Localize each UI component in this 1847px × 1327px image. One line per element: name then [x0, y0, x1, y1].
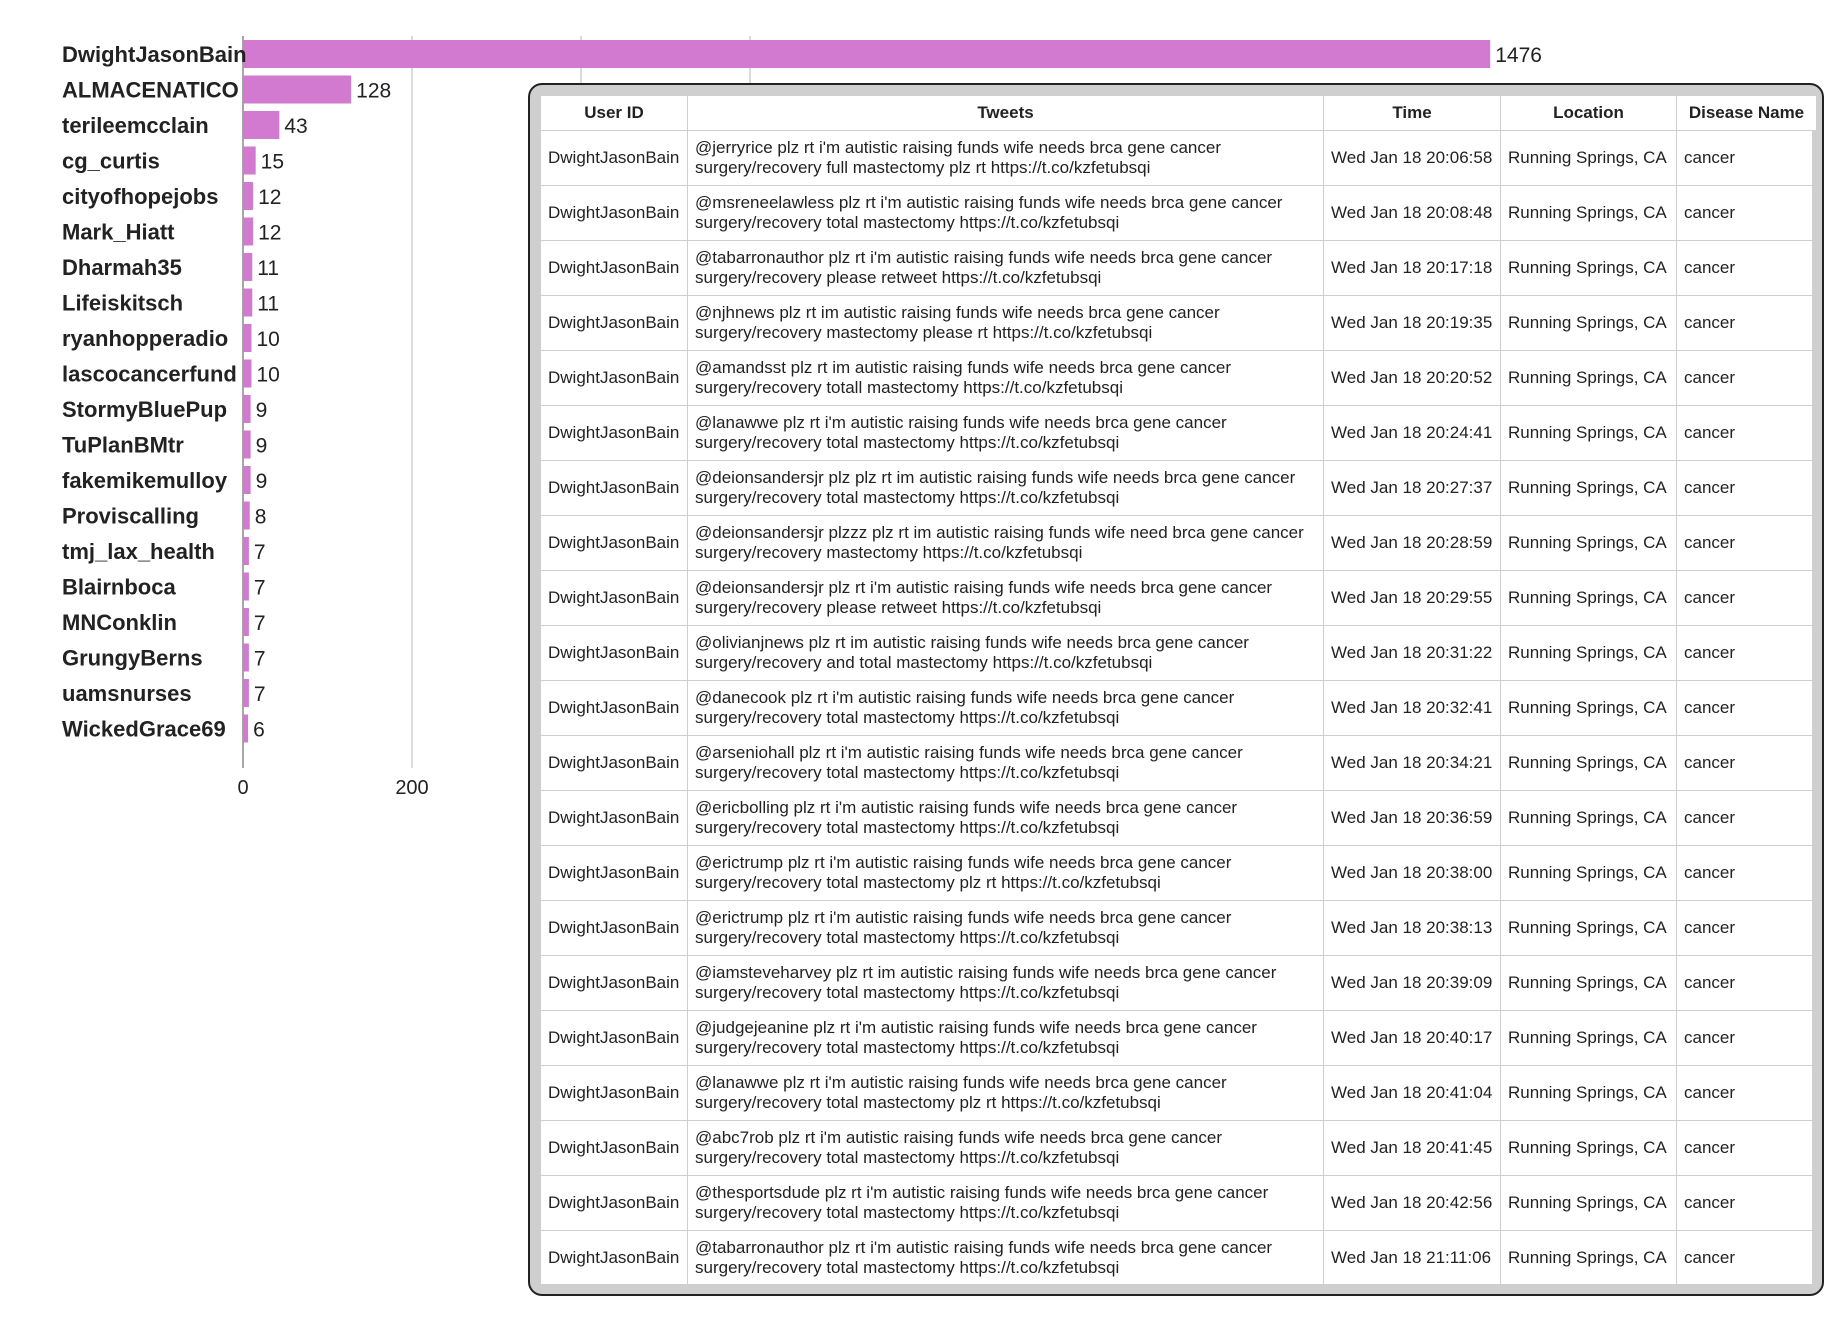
table-row[interactable]: [541, 1121, 1817, 1176]
category-label: WickedGrace69: [62, 716, 226, 742]
disease-name-cell: cancer: [1677, 846, 1817, 901]
location-cell: Running Springs, CA: [1501, 516, 1677, 571]
column-header-user-id[interactable]: User ID: [541, 96, 688, 131]
table-row[interactable]: [541, 186, 1817, 241]
disease-name-cell: cancer: [1677, 186, 1817, 241]
bar-value-label: 15: [260, 150, 285, 174]
category-label: ryanhopperadio: [62, 326, 229, 351]
bar-cityofhopejobs[interactable]: [243, 182, 253, 210]
location-cell: Running Springs, CA: [1501, 681, 1677, 736]
time-cell: Wed Jan 18 20:40:17: [1324, 1011, 1501, 1066]
tweet-text-cell: @tabarronauthor plz rt i'm autistic raising funds wife needs brca gene cancer surgery/recovery total mastectomy https://t.co/kzfetubsqi: [688, 1231, 1324, 1286]
bar-lascocancerfund[interactable]: [243, 360, 251, 388]
time-cell: Wed Jan 18 20:41:45: [1324, 1121, 1501, 1176]
category-label: tmj_lax_health: [62, 539, 215, 564]
time-cell: Wed Jan 18 20:24:41: [1324, 406, 1501, 461]
user-id-cell: DwightJasonBain: [541, 1231, 688, 1286]
user-id-cell: DwightJasonBain: [541, 186, 688, 241]
user-id-cell: DwightJasonBain: [541, 791, 688, 846]
user-id-cell: DwightJasonBain: [541, 516, 688, 571]
category-label: TuPlanBMtr: [62, 432, 184, 458]
category-label: Proviscalling: [62, 503, 199, 529]
category-label: Mark_Hiatt: [62, 219, 175, 245]
disease-name-cell: cancer: [1677, 241, 1817, 296]
column-header-location[interactable]: Location: [1501, 96, 1677, 131]
bar-value-label: 7: [253, 612, 266, 635]
bar-Lifeiskitsch[interactable]: [243, 289, 252, 317]
user-id-cell: DwightJasonBain: [541, 461, 688, 516]
bar-ALMACENATICO[interactable]: [243, 76, 351, 104]
bar-value-label: 9: [255, 470, 268, 493]
bar-fakemikemulloy[interactable]: [243, 466, 251, 494]
table-row[interactable]: [541, 241, 1817, 296]
location-cell: Running Springs, CA: [1501, 956, 1677, 1011]
bar-Mark_Hiatt[interactable]: [243, 218, 253, 246]
bar-value-label: 7: [253, 683, 266, 706]
table-row[interactable]: [541, 1176, 1817, 1231]
location-cell: Running Springs, CA: [1501, 241, 1677, 296]
column-header-disease-name[interactable]: Disease Name: [1677, 96, 1817, 131]
location-cell: Running Springs, CA: [1501, 901, 1677, 956]
time-cell: Wed Jan 18 20:38:13: [1324, 901, 1501, 956]
tweet-text-cell: @ericbolling plz rt i'm autistic raising funds wife needs brca gene cancer surgery/recovery total mastectomy https://t.co/kzfetubsqi: [688, 791, 1324, 846]
table-row[interactable]: [541, 736, 1817, 791]
disease-name-cell: cancer: [1677, 626, 1817, 681]
table-row[interactable]: [541, 901, 1817, 956]
bar-terileemcclain[interactable]: [243, 111, 279, 139]
user-id-cell: DwightJasonBain: [541, 1011, 688, 1066]
category-label: ALMACENATICO: [62, 77, 239, 103]
tweet-text-cell: @msreneelawless plz rt i'm autistic raising funds wife needs brca gene cancer surgery/recovery total mastectomy https://t.co/kzfetubsqi: [688, 186, 1324, 241]
bar-cg_curtis[interactable]: [243, 147, 256, 175]
location-cell: Running Springs, CA: [1501, 186, 1677, 241]
location-cell: Running Springs, CA: [1501, 571, 1677, 626]
time-cell: Wed Jan 18 20:38:00: [1324, 846, 1501, 901]
user-id-cell: DwightJasonBain: [541, 846, 688, 901]
disease-name-cell: cancer: [1677, 1011, 1817, 1066]
tweet-text-cell: @deionsandersjr plz plz rt im autistic raising funds wife needs brca gene cancer surgery/recovery total mastectomy https://t.co/kzfetubsqi: [688, 461, 1324, 516]
time-cell: Wed Jan 18 20:31:22: [1324, 626, 1501, 681]
tweet-text-cell: @tabarronauthor plz rt i'm autistic raising funds wife needs brca gene cancer surgery/recovery please retweet https://t.co/kzfetubsqi: [688, 241, 1324, 296]
table-row[interactable]: [541, 791, 1817, 846]
location-cell: Running Springs, CA: [1501, 351, 1677, 406]
tweet-text-cell: @judgejeanine plz rt i'm autistic raising funds wife needs brca gene cancer surgery/recovery total mastectomy https://t.co/kzfetubsqi: [688, 1011, 1324, 1066]
bar-DwightJasonBain[interactable]: [243, 40, 1490, 68]
location-cell: Running Springs, CA: [1501, 1121, 1677, 1176]
bar-value-label: 12: [258, 221, 282, 245]
disease-name-cell: cancer: [1677, 351, 1817, 406]
time-cell: Wed Jan 18 20:39:09: [1324, 956, 1501, 1011]
tweet-text-cell: @iamsteveharvey plz rt im autistic raising funds wife needs brca gene cancer surgery/recovery total mastectomy https://t.co/kzfetubsqi: [688, 956, 1324, 1011]
disease-name-cell: cancer: [1677, 1066, 1817, 1121]
bar-uamsnurses[interactable]: [243, 679, 249, 707]
user-id-cell: DwightJasonBain: [541, 1066, 688, 1121]
bar-Blairnboca[interactable]: [243, 573, 249, 601]
time-cell: Wed Jan 18 20:06:58: [1324, 131, 1501, 186]
tweet-text-cell: @thesportsdude plz rt i'm autistic raising funds wife needs brca gene cancer surgery/recovery total mastectomy https://t.co/kzfetubsqi: [688, 1176, 1324, 1231]
table-row[interactable]: [541, 406, 1817, 461]
user-id-cell: DwightJasonBain: [541, 681, 688, 736]
tweet-text-cell: @arseniohall plz rt i'm autistic raising funds wife needs brca gene cancer surgery/recovery total mastectomy https://t.co/kzfetubsqi: [688, 736, 1324, 791]
bar-value-label: 7: [253, 541, 266, 564]
time-cell: Wed Jan 18 20:08:48: [1324, 186, 1501, 241]
bar-value-label: 8: [254, 505, 267, 529]
location-cell: Running Springs, CA: [1501, 131, 1677, 186]
tweet-text-cell: @jerryrice plz rt i'm autistic raising funds wife needs brca gene cancer surgery/recovery full mastectomy plz rt https://t.co/kzfetubsqi: [688, 131, 1324, 186]
category-label: GrungyBerns: [62, 645, 203, 671]
table-row[interactable]: [541, 571, 1817, 626]
table-row[interactable]: [541, 846, 1817, 901]
user-id-cell: DwightJasonBain: [541, 1176, 688, 1231]
user-id-cell: DwightJasonBain: [541, 406, 688, 461]
time-cell: Wed Jan 18 20:34:21: [1324, 736, 1501, 791]
time-cell: Wed Jan 18 20:32:41: [1324, 681, 1501, 736]
category-label: uamsnurses: [62, 681, 192, 706]
bar-GrungyBerns[interactable]: [243, 644, 249, 672]
disease-name-cell: cancer: [1677, 296, 1817, 351]
disease-name-cell: cancer: [1677, 736, 1817, 791]
x-tick-label: 200: [395, 777, 429, 799]
disease-name-cell: cancer: [1677, 406, 1817, 461]
bar-Dharmah35[interactable]: [243, 253, 252, 281]
table-row[interactable]: [541, 461, 1817, 516]
location-cell: Running Springs, CA: [1501, 791, 1677, 846]
user-id-cell: DwightJasonBain: [541, 131, 688, 186]
tweets-table-panel: [528, 83, 1824, 1296]
bar-value-label: 9: [255, 434, 268, 458]
disease-name-cell: cancer: [1677, 516, 1817, 571]
bar-WickedGrace69[interactable]: [243, 715, 248, 743]
bar-TuPlanBMtr[interactable]: [243, 431, 251, 459]
tweet-text-cell: @lanawwe plz rt i'm autistic raising funds wife needs brca gene cancer surgery/recovery total mastectomy https://t.co/kzfetubsqi: [688, 406, 1324, 461]
location-cell: Running Springs, CA: [1501, 736, 1677, 791]
bar-value-label: 10: [256, 328, 280, 351]
category-label: StormyBluePup: [62, 397, 228, 422]
category-label: MNConklin: [62, 610, 177, 635]
disease-name-cell: cancer: [1677, 791, 1817, 846]
table-header-row: [541, 96, 1817, 131]
disease-name-cell: cancer: [1677, 1231, 1817, 1286]
tweet-text-cell: @erictrump plz rt i'm autistic raising funds wife needs brca gene cancer surgery/recovery total mastectomy https://t.co/kzfetubsqi: [688, 901, 1324, 956]
category-label: Blairnboca: [62, 574, 176, 600]
column-header-tweets[interactable]: Tweets: [688, 96, 1324, 131]
location-cell: Running Springs, CA: [1501, 461, 1677, 516]
time-cell: Wed Jan 18 20:29:55: [1324, 571, 1501, 626]
disease-name-cell: cancer: [1677, 901, 1817, 956]
user-id-cell: DwightJasonBain: [541, 571, 688, 626]
category-label: lascocancerfund: [62, 361, 237, 387]
bar-MNConklin[interactable]: [243, 608, 249, 636]
time-cell: Wed Jan 18 20:27:37: [1324, 461, 1501, 516]
user-id-cell: DwightJasonBain: [541, 241, 688, 296]
user-id-cell: DwightJasonBain: [541, 296, 688, 351]
bar-Proviscalling[interactable]: [243, 502, 250, 530]
time-cell: Wed Jan 18 20:20:52: [1324, 351, 1501, 406]
tweet-text-cell: @njhnews plz rt im autistic raising funds wife needs brca gene cancer surgery/recovery mastectomy please rt https://t.co/kzfetubsqi: [688, 296, 1324, 351]
location-cell: Running Springs, CA: [1501, 1066, 1677, 1121]
table-row[interactable]: [541, 1011, 1817, 1066]
bar-value-label: 9: [255, 399, 268, 422]
disease-name-cell: cancer: [1677, 956, 1817, 1011]
category-label: Lifeiskitsch: [62, 290, 184, 316]
tweet-text-cell: @abc7rob plz rt i'm autistic raising funds wife needs brca gene cancer surgery/recovery total mastectomy https://t.co/kzfetubsqi: [688, 1121, 1324, 1176]
location-cell: Running Springs, CA: [1501, 296, 1677, 351]
disease-name-cell: cancer: [1677, 1121, 1817, 1176]
time-cell: Wed Jan 18 21:11:06: [1324, 1231, 1501, 1286]
bar-tmj_lax_health[interactable]: [243, 537, 249, 565]
category-label: DwightJasonBain: [62, 42, 247, 67]
location-cell: Running Springs, CA: [1501, 626, 1677, 681]
tweet-text-cell: @lanawwe plz rt i'm autistic raising funds wife needs brca gene cancer surgery/recovery total mastectomy plz rt https://t.co/kzfetubsqi: [688, 1066, 1324, 1121]
bar-value-label: 7: [253, 647, 266, 671]
time-cell: Wed Jan 18 20:17:18: [1324, 241, 1501, 296]
disease-name-cell: cancer: [1677, 571, 1817, 626]
tweet-text-cell: @danecook plz rt i'm autistic raising funds wife needs brca gene cancer surgery/recovery total mastectomy https://t.co/kzfetubsqi: [688, 681, 1324, 736]
table-row[interactable]: [541, 516, 1817, 571]
bar-value-label: 1476: [1495, 44, 1542, 67]
user-id-cell: DwightJasonBain: [541, 626, 688, 681]
table-row[interactable]: [541, 351, 1817, 406]
bar-value-label: 10: [256, 363, 280, 387]
table-row[interactable]: [541, 626, 1817, 681]
x-tick-label: 0: [237, 777, 249, 799]
bar-value-label: 6: [253, 718, 265, 742]
user-id-cell: DwightJasonBain: [541, 956, 688, 1011]
time-cell: Wed Jan 18 20:28:59: [1324, 516, 1501, 571]
category-label: terileemcclain: [62, 113, 209, 138]
time-cell: Wed Jan 18 20:19:35: [1324, 296, 1501, 351]
table-row[interactable]: [541, 681, 1817, 736]
bar-StormyBluePup[interactable]: [243, 395, 251, 423]
tweet-text-cell: @erictrump plz rt i'm autistic raising funds wife needs brca gene cancer surgery/recovery total mastectomy plz rt https://t.co/kzfetubsqi: [688, 846, 1324, 901]
tweet-text-cell: @olivianjnews plz rt im autistic raising funds wife needs brca gene cancer surgery/recovery and total mastectomy https://t.co/kzfetubsqi: [688, 626, 1324, 681]
location-cell: Running Springs, CA: [1501, 1011, 1677, 1066]
location-cell: Running Springs, CA: [1501, 1176, 1677, 1231]
time-cell: Wed Jan 18 20:41:04: [1324, 1066, 1501, 1121]
tweets-table-scroll-area[interactable]: [540, 95, 1812, 1284]
tweet-text-cell: @deionsandersjr plzzz plz rt im autistic raising funds wife need brca gene cancer surgery/recovery mastectomy https://t.co/kzfetubsqi: [688, 516, 1324, 571]
table-row[interactable]: [541, 956, 1817, 1011]
table-row[interactable]: [541, 131, 1817, 186]
disease-name-cell: cancer: [1677, 1176, 1817, 1231]
location-cell: Running Springs, CA: [1501, 1231, 1677, 1286]
tweets-table-body: [541, 131, 1817, 1286]
category-label: fakemikemulloy: [62, 468, 228, 493]
disease-name-cell: cancer: [1677, 131, 1817, 186]
table-row[interactable]: [541, 1231, 1817, 1286]
category-label: Dharmah35: [62, 255, 182, 280]
bar-value-label: 12: [258, 186, 282, 209]
tweet-text-cell: @amandsst plz rt im autistic raising funds wife needs brca gene cancer surgery/recovery totall mastectomy https://t.co/kzfetubsqi: [688, 351, 1324, 406]
location-cell: Running Springs, CA: [1501, 406, 1677, 461]
tweets-table: [540, 95, 1817, 1286]
user-id-cell: DwightJasonBain: [541, 736, 688, 791]
bar-value-label: 11: [257, 257, 280, 280]
bar-value-label: 43: [284, 115, 308, 138]
bar-value-label: 128: [356, 79, 392, 103]
time-cell: Wed Jan 18 20:36:59: [1324, 791, 1501, 846]
bar-value-label: 7: [253, 576, 266, 600]
disease-name-cell: cancer: [1677, 461, 1817, 516]
column-header-time[interactable]: Time: [1324, 96, 1501, 131]
user-id-cell: DwightJasonBain: [541, 351, 688, 406]
table-row[interactable]: [541, 1066, 1817, 1121]
category-label: cityofhopejobs: [62, 184, 219, 209]
table-row[interactable]: [541, 296, 1817, 351]
user-id-cell: DwightJasonBain: [541, 1121, 688, 1176]
disease-name-cell: cancer: [1677, 681, 1817, 736]
location-cell: Running Springs, CA: [1501, 846, 1677, 901]
time-cell: Wed Jan 18 20:42:56: [1324, 1176, 1501, 1231]
category-label: cg_curtis: [62, 148, 160, 174]
user-id-cell: DwightJasonBain: [541, 901, 688, 956]
tweet-text-cell: @deionsandersjr plz rt i'm autistic raising funds wife needs brca gene cancer surgery/recovery please retweet https://t.co/kzfetubsqi: [688, 571, 1324, 626]
bar-ryanhopperadio[interactable]: [243, 324, 251, 352]
bar-value-label: 11: [257, 292, 280, 316]
